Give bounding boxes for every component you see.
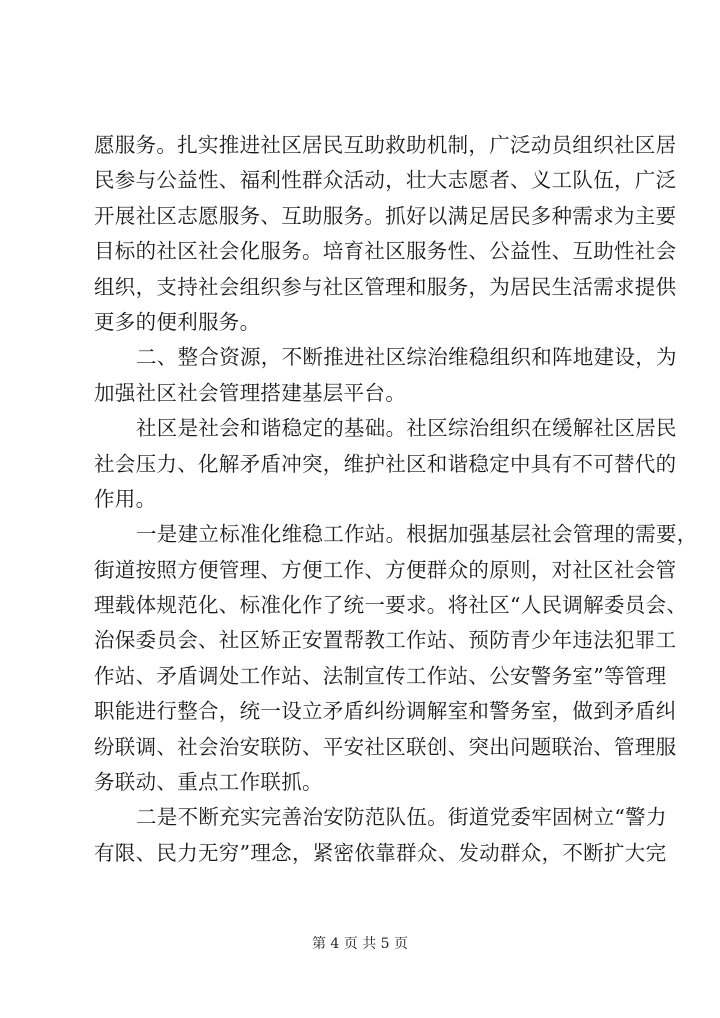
text-line: 开展社区志愿服务、互助服务。抓好以满足居民多种需求为主要 [94,203,677,228]
text-line: 一是建立标准化维稳工作站。根据加强基层社会管理的需要， [136,522,698,547]
text-line: 社会压力、化解矛盾冲突，维护社区和谐稳定中具有不可替代的 [94,451,677,476]
section-heading-line: 加强社区社会管理搭建基层平台。 [94,380,406,405]
page-number: 第 4 页 共 5 页 [311,936,409,952]
text-line: 作站、矛盾调处工作站、法制宣传工作站、公安警务室”等管理 [94,663,667,688]
text-line: 二是不断充实完善治安防范队伍。街道党委牢固树立“警力 [136,805,667,830]
text-line: 治保委员会、社区矫正安置帮教工作站、预防青少年违法犯罪工 [94,628,677,653]
text-line: 目标的社区社会化服务。培育社区服务性、公益性、互助性社会 [94,239,677,264]
text-line: 民参与公益性、福利性群众活动，壮大志愿者、义工队伍，广泛 [94,168,677,193]
text-line: 愿服务。扎实推进社区居民互助救助机制，广泛动员组织社区居 [94,133,677,157]
text-line: 更多的便利服务。 [94,309,261,334]
text-line: 作用。 [94,486,157,511]
text-line: 有限、民力无穷”理念，紧密依靠群众、发动群众，不断扩大完 [94,840,667,865]
text-line: 社区是社会和谐稳定的基础。社区综治组织在缓解社区居民 [136,416,677,441]
document-body [94,128,698,871]
text-line: 街道按照方便管理、方便工作、方便群众的原则，对社区社会管 [94,557,677,582]
section-heading-line: 二、整合资源，不断推进社区综治维稳组织和阵地建设，为 [136,345,677,370]
page-footer [0,934,720,954]
text-line: 职能进行整合，统一设立矛盾纠纷调解室和警务室，做到矛盾纠 [94,699,677,724]
text-line: 务联动、重点工作联抓。 [94,770,323,795]
text-line: 理载体规范化、标准化作了统一要求。将社区“人民调解委员会、 [94,593,688,618]
text-line: 组织，支持社会组织参与社区管理和服务，为居民生活需求提供 [94,274,677,299]
text-line: 纷联调、社会治安联防、平安社区联创、突出问题联治、管理服 [94,734,677,759]
